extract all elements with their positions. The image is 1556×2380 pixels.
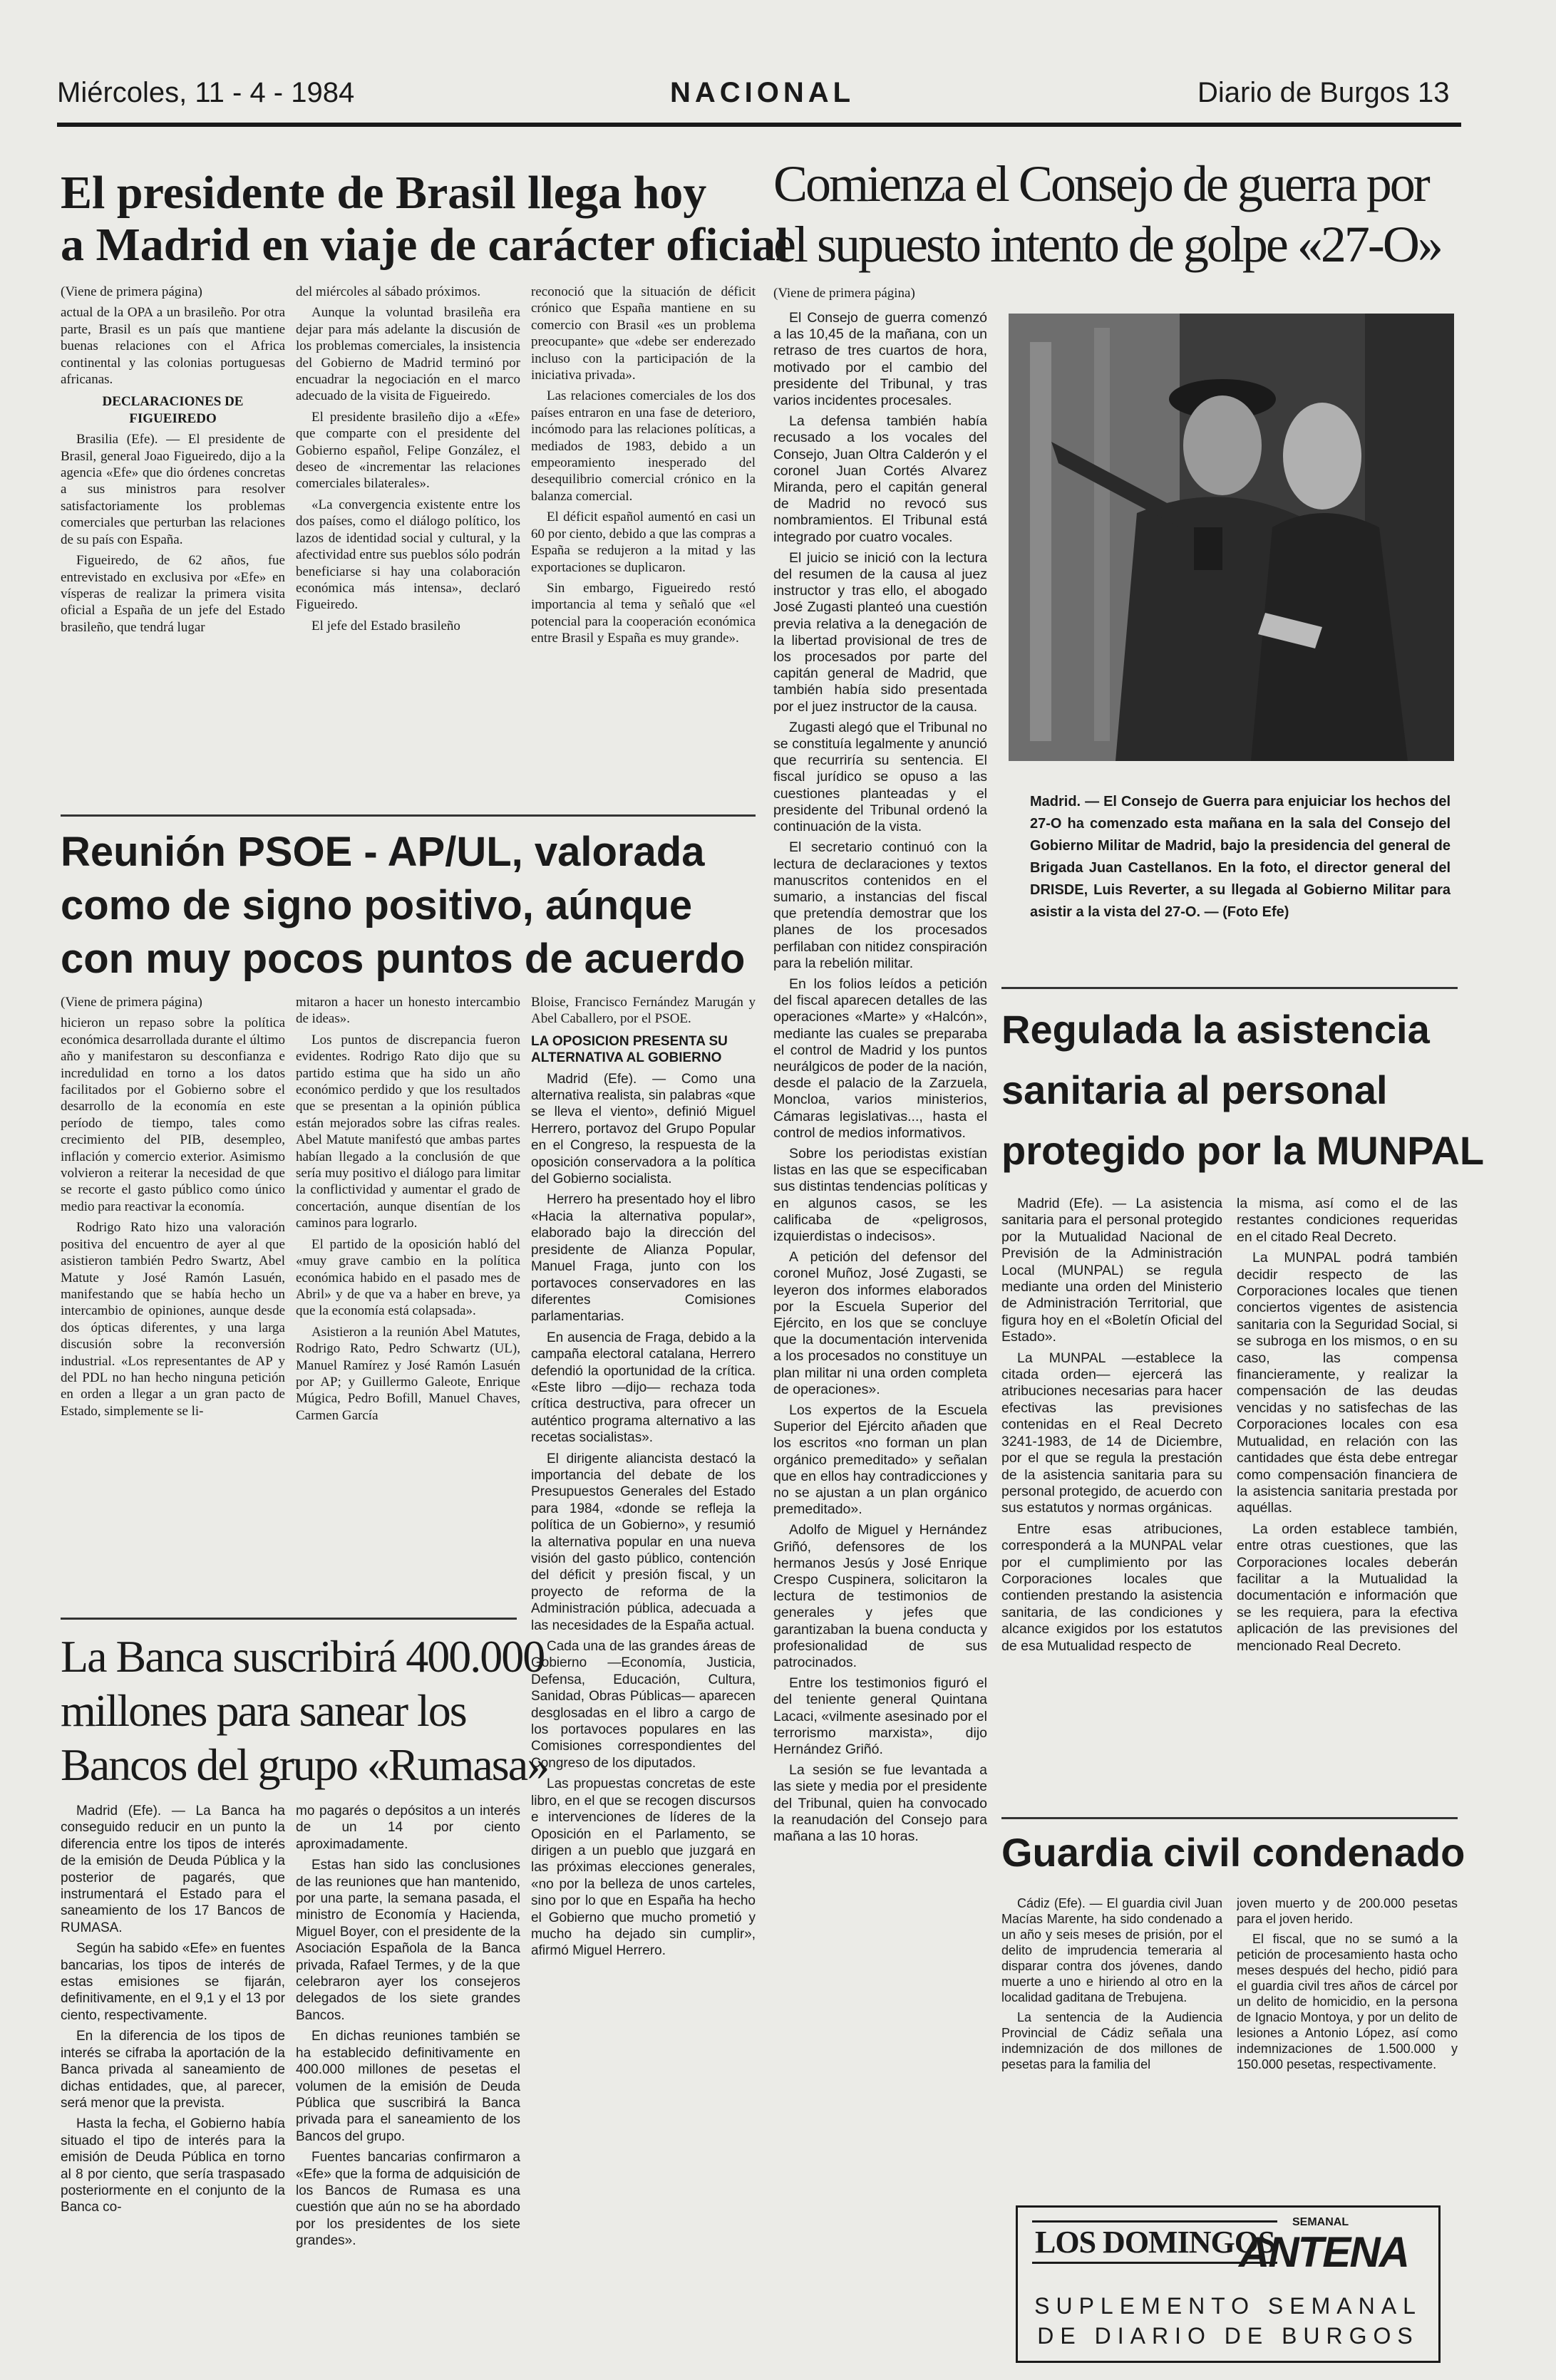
psoe-col-3 — [531, 994, 756, 2369]
psoe-headline-2: como de signo positivo, aúnque — [61, 882, 693, 928]
news-photo — [1009, 314, 1454, 761]
consejo-paragraph: A petición del defensor del coronel Muñoz, José Zugasti, se leyeron dos informes elaborados por la Escuela Superior del Ejército, en los que se concluye que la documentación intervenida a los procesados no constituye un plan militar ni una orden completa de operaciones». — [773, 1249, 987, 1397]
banca-paragraph: En dichas reuniones también se ha establecido definitivamente en 400.000 millones de pesetas el volumen de la emisión de Deuda Pública que suscribirá la Banca privada para el saneamiento de los Bancos del grupo. — [296, 2029, 520, 2144]
section-title: NACIONAL — [670, 77, 855, 108]
guardia-paragraph: El fiscal, que no se sumó a la petición de procesamiento hasta ocho meses después del hecho, pidió para el guardia civil tres años de cárcel por un delito de homicidio, en la persona de Ignacio Montoya, y por un delito de lesiones a Antonio López, así como indemnizaciones de 1.500.000 y 150.000 pesetas, respectivamente. — [1237, 1932, 1458, 2071]
brasil-paragraph: Figueiredo, de 62 años, fue entrevistado en exclusiva por «Efe» en vísperas de realizar la primera visita oficial a España de un jefe del Estado brasileño, que tendrá lugar — [61, 553, 285, 635]
consejo-headline-1: Comienza el Consejo de guerra por — [773, 155, 1428, 212]
munpal-col-2 — [1237, 1196, 1458, 1766]
consejo-paragraph: Adolfo de Miguel y Hernández Griñó, defensores de los hermanos Jesús y José Enrique Crespo Cuspinera, solicitaron la lectura de testimonios de generales y jefes que garantizaban la buena conducta y profesionalidad de sus patrocinados. — [773, 1522, 987, 1671]
header-rule — [57, 123, 1461, 127]
psoe-paragraph: El partido de la oposición habló del «muy grave cambio en la política económica habido en el pasado mes de Abril» y de que va a haber en breve, ya que la economía está colapsada». — [296, 1236, 520, 1319]
psoe-paragraph: Los puntos de discrepancia fueron evidentes. Rodrigo Rato dijo que su partido estima que ha sido un año económico perdido y que los resultados que se presentan a la opinión pública están mejorados sobre las cifras reales. Abel Matute manifestó que ambas partes habían llegado a la conclusión de que sería muy positivo el diálogo para limitar la conflictividad y aumentar el grado de concertación, aunque disentían de los caminos para lograrlo. — [296, 1032, 520, 1231]
banca-paragraph: mo pagarés o depósitos a un interés de un 14 por ciento aproximadamente. — [296, 1804, 520, 1852]
brasil-headline-1: El presidente de Brasil llega hoy — [61, 167, 707, 219]
brasil-col-2 — [296, 284, 520, 807]
consejo-headline-2: el supuesto intento de golpe «27-O» — [773, 216, 1441, 273]
brasil-paragraph: «La convergencia existente entre los dos países, como el diálogo político, los lazos de identidad social y cultural, y la afectividad entre sus pueblos sólo podrán beneficiarse si hay una colaboración económica más intensa», declaró Figueiredo. — [296, 497, 520, 613]
banca-paragraph: Estas han sido las conclusiones de las reuniones que han mantenido, por una parte, la semana pasada, el ministro de Economía y Hacienda, Miguel Boyer, con el presidente de la Asociación Española de la Banca privada, Rafael Termes, y de la que celebraron ayer los consejeros delegados de los siete grandes Bancos. — [296, 1858, 520, 2023]
banca-paragraph: En la diferencia de los tipos de interés se cifraba la aportación de la Banca privada al saneamiento de dichas entidades, que, al parecer, será menor que la prevista. — [61, 2029, 285, 2111]
brasil-headline-2: a Madrid en viaje de carácter oficial — [61, 219, 789, 271]
brasil-paragraph: El presidente brasileño dijo a «Efe» que comparte con el presidente del Gobierno español, Felipe González, el deseo de «incrementar las relaciones comerciales bilaterales». — [296, 409, 520, 492]
page-date: Miércoles, 11 - 4 - 1984 — [57, 77, 355, 108]
psoe-lead: (Viene de primera página) — [61, 995, 202, 1010]
munpal-headline-1: Regulada la asistencia — [1001, 1007, 1430, 1052]
brasil-paragraph: Brasilia (Efe). — El presidente de Brasil, general Joao Figueiredo, dijo a la agencia «Efe» que dio órdenes concretas a sus ministros para resolver satisfactoriamente los problemas comerciales que perturban las relaciones de su país con España. — [61, 432, 285, 547]
brasil-subhead: DECLARACIONES DE FIGUEIREDO — [102, 394, 244, 426]
consejo-paragraph: Los expertos de la Escuela Superior del Ejército añaden que los escritos «no forman un plan orgánico premeditado» y señalan que en ellos hay contradicciones y no se ajustan a un plan orgánico premeditado». — [773, 1402, 987, 1518]
banca-paragraph: Fuentes bancarias confirmaron a «Efe» que la forma de adquisición de los Bancos de Rumasa es una cuestión que aún no se ha abordado por los presidentes de los siete grandes». — [296, 2150, 520, 2249]
guardia-col-1 — [1001, 1895, 1222, 2195]
psoe-headline-1: Reunión PSOE - AP/UL, valorada — [61, 829, 705, 875]
guardia-paragraph: La sentencia de la Audiencia Provincial de Cádiz señala una indemnización de dos millones de pesetas para la familia del — [1001, 2010, 1222, 2071]
banca-col-1 — [61, 1803, 285, 2369]
section-divider — [61, 814, 756, 817]
psoe-col-1 — [61, 994, 285, 1607]
consejo-lead — [773, 285, 987, 306]
consejo-paragraph: La defensa también había recusado a los vocales del Consejo, Juan Oltra Calderón y el coronel Juan Cortés Alvarez Miranda, pero el capitán general de Madrid no revocó sus nombramientos. El Tribunal está integrado por cuatro vocales. — [773, 413, 987, 545]
brasil-paragraph: El déficit español aumentó en casi un 60 por ciento, debido a que las compras a España se redujeron a la mitad y las exportaciones se duplicaron. — [531, 509, 756, 575]
psoe-headline-3: con muy pocos puntos de acuerdo — [61, 936, 746, 982]
paper-name: Diario de Burgos 13 — [1197, 77, 1450, 108]
consejo-paragraph: El juicio se inició con la lectura del resumen de la causa al juez instructor y tras ello, el abogado José Zugasti planteó una cuestión previa relativa a la denegación de la libertad provisional de tres de los procesados por parte del capitán general de Madrid, que también había sido presentada por el juez instructor de la causa. — [773, 549, 987, 715]
psoe-paragraph: En ausencia de Fraga, debido a la campaña electoral catalana, Herrero defendió la oportunidad de la crítica. «Este libro —dijo— rechaza toda crítica destructiva, para ofrecer un auténtico programa alternativo a las recetas socialistas». — [531, 1330, 756, 1446]
section-divider — [1001, 987, 1458, 989]
photo-caption: Madrid. — El Consejo de Guerra para enjuiciar los hechos del 27-O ha comenzado esta mañana en la sala del Consejo del Gobierno Militar de Madrid, bajo la presidencia del general de Brigada Juan Castellanos. En la foto, el director general del DRISDE, Luis Reverter, a su llegada al Gobierno Militar para asistir a la vista del 27-O. — (Foto Efe) — [1030, 794, 1451, 920]
brasil-paragraph: El jefe del Estado brasileño — [311, 618, 460, 633]
munpal-paragraph: La orden establece también, entre otras cuestiones, que las Corporaciones locales deberán facilitar a la Mutualidad la documentación e información que se les requiera, para la efectiva aplicación de las previsiones del mencionado Real Decreto. — [1237, 1521, 1458, 1654]
consejo-paragraph: Zugasti alegó que el Tribunal no se constituía legalmente y anunció que recurriría su sentencia. El fiscal jurídico se opuso a las cuestiones planteadas y el presidente del Tribunal ordenó la continuación de la vista. — [773, 719, 987, 835]
brasil-col-3 — [531, 284, 756, 807]
psoe-paragraph: Rodrigo Rato hizo una valoración positiva del encuentro de ayer al que asistieron también Pedro Swartz, Abel Matute y José Ramón Lasuén, manifestando que se había hecho un intercambio de opiniones, aunque desde dos ópticas diferentes, y una larga discusión sobre la reconversión industrial. «Los representantes de AP y del PDL no han hecho ninguna petición en orden a llegar a un gran pacto de Estado, simplemente se li- — [61, 1220, 285, 1419]
psoe-paragraph: mitaron a hacer un honesto intercambio de ideas». — [296, 995, 520, 1027]
banca-headline-3: Bancos del grupo «Rumasa» — [61, 1739, 549, 1790]
psoe-paragraph: hicieron un repaso sobre la política económica desarrollada durante el último año y manifestaron su desconfianza e incredulidad en torno a los datos facilitados por el Gobierno sobre el desarrollo de la economía en este período de tiempo, tales como crecimiento del PIB, desempleo, inflación y comercio exterior. Asimismo volvieron a reiterar la necesidad de que se recorte el gasto público como único medio para reactivar la economía. — [61, 1015, 285, 1214]
psoe-paragraph: El dirigente aliancista destacó la importancia del debate de los Presupuestos Generales del Estado para 1984, «donde se refleja la política de un Gobierno», y resumió la alternativa popular en una nueva visión del gasto público, contención del déficit y presión fiscal, y un proyecto de reforma de la Administración pública, adecuada a las necesidades de la España actual. — [531, 1451, 756, 1633]
consejo-col — [773, 310, 987, 2369]
munpal-paragraph: La MUNPAL —establece la citada orden— ejercerá las atribuciones necesarias para hacer efectivas las previsiones contenidas en el Real Decreto 3241-1983, de 14 de Diciembre, por el que se regula la prestación de la asistencia sanitaria para su personal protegido, de acuerdo con sus estatutos y normas orgánicas. — [1001, 1350, 1222, 1516]
banca-col-2 — [296, 1803, 520, 2369]
psoe-paragraph: Herrero ha presentado hoy el libro «Hacia la alternativa popular», elaborado bajo la dirección del presidente de Alianza Popular, Manuel Fraga, junto con los portavoces conservadores en las diferentes Comisiones parlamentarias. — [531, 1192, 756, 1325]
brasil-lead: (Viene de primera página) — [61, 284, 202, 299]
banca-paragraph: Madrid (Efe). — La Banca ha conseguido reducir en un punto la diferencia entre los tipos de interés de la emisión de Deuda Pública y la posterior de pagarés, que instrumentará el Estado para el saneamiento de los 17 Bancos de RUMASA. — [61, 1804, 285, 1935]
brasil-paragraph: reconoció que la situación de déficit crónico que España mantiene en su comercio con Brasil «es un problema preocupante» que «debe ser enderezado incluso con la participación de la iniciativa privada». — [531, 284, 756, 383]
banca-paragraph: Según ha sabido «Efe» en fuentes bancarias, los tipos de interés de estas emisiones se fijarán, definitivamente, en el 9,1 y el 13 por ciento, respectivamente. — [61, 1941, 285, 2023]
psoe-col-2 — [296, 994, 520, 1607]
psoe-subhead: LA OPOSICION PRESENTA SU ALTERNATIVA AL GOBIERNO — [531, 1033, 728, 1066]
section-divider — [1001, 1817, 1458, 1819]
ad-line-1: SUPLEMENTO SEMANAL — [1034, 2293, 1422, 2319]
munpal-paragraph: Madrid (Efe). — La asistencia sanitaria para el personal protegido por la Mutualidad Nacional de Previsión de la Administración Local (MUNPAL) se regula mediante una orden del Ministerio de Administración Territorial, que figura hoy en el «Boletín Oficial del Estado». — [1001, 1196, 1222, 1345]
consejo-paragraph: Entre los testimonios figuró el del teniente general Quintana Lacaci, «vilmente asesinado por el terrorismo marxista», dijo Hernández Griñó. — [773, 1675, 987, 1758]
supplement-ad — [1016, 2205, 1441, 2363]
munpal-headline-2: sanitaria al personal — [1001, 1067, 1388, 1112]
guardia-headline: Guardia civil condenado — [1001, 1830, 1465, 1875]
consejo-paragraph: En los folios leídos a petición del fiscal aparecen detalles de las operaciones «Marte» y «Halcón», mediante las cuales se preparaba el control de Madrid y los puntos neurálgicos de poder de la nación, desde el palacio de la Zarzuela, Moncloa, varios ministerios, Cámaras legislativas..., hasta el control de medios informativos. — [773, 976, 987, 1141]
psoe-paragraph: Las propuestas concretas de este libro, en el que se recogen discursos e intervenciones de líderes de la Oposición en el Parlamento, se dirigen a un pueblo que juzgará en las próximas elecciones generales, «no por la belleza de unos carteles, sino por lo que en España ha hecho el Gobierno que mucho prometió y mucho ha dejado sin cumplir», afirmó Miguel Herrero. — [531, 1776, 756, 1959]
brasil-paragraph: Aunque la voluntad brasileña era dejar para más adelante la discusión de los problemas comerciales, la insistencia del Gobierno de Madrid terminó por encuadrar la negociación en el marco adecuado de la visita de Figueiredo. — [296, 305, 520, 404]
psoe-paragraph: Madrid (Efe). — Como una alternativa realista, sin palabras «que se lleva el viento», definió Miguel Herrero, portavoz del Grupo Popular en el Congreso, la respuesta de la oposición conservadora a la política del Gobierno socialista. — [531, 1071, 756, 1187]
photo-scene — [1009, 314, 1454, 761]
guardia-col-2 — [1237, 1895, 1458, 2195]
psoe-paragraph: Cada una de las grandes áreas de Gobierno —Economía, Justicia, Defensa, Educación, Cultura, Sanidad, Obras Públicas— aparecen desglosadas en el libro a cargo de los portavoces populares en las Comisiones correspondientes del Congreso de los diputados. — [531, 1639, 756, 1771]
munpal-paragraph: Entre esas atribuciones, corresponderá a la MUNPAL velar por el cumplimiento por las Corporaciones locales que contienden prestando la asistencia sanitaria, de las condiciones y alcance exigidos por los estatutos de esa Mutualidad respecto de — [1001, 1521, 1222, 1654]
brasil-paragraph: Las relaciones comerciales de los dos países entraron en una fase de deterioro, incómodo para las relaciones políticas, a mediados de 1983, debido a un empeoramiento inesperado del desequilibrio comercial crónico en la balanza comercial. — [531, 388, 756, 504]
consejo-paragraph: El secretario continuó con la lectura de declaraciones y textos manuscritos contenidos en el sumario, a instancias del fiscal que pretendía demostrar que los planes de los procesados perfilaban con nitidez conspiración para la rebelión militar. — [773, 839, 987, 971]
guardia-paragraph: joven muerto y de 200.000 pesetas para el joven herido. — [1237, 1896, 1458, 1926]
consejo-lead-text: (Viene de primera página) — [773, 286, 915, 301]
brasil-paragraph: actual de la OPA a un brasileño. Por otra parte, Brasil es un país que mantiene buenas relaciones con el Africa continental y las colonias portuguesas africanas. — [61, 305, 285, 388]
brasil-paragraph: del miércoles al sábado próximos. — [296, 284, 481, 299]
munpal-paragraph: la misma, así como el de las restantes condiciones requeridas en el citado Real Decreto. — [1237, 1196, 1458, 1245]
consejo-paragraph: La sesión se fue levantada a las siete y media por el presidente del Tribunal, quien ha convocado la reanudación del Consejo para mañana a las 10 horas. — [773, 1762, 987, 1845]
consejo-paragraph: Sobre los periodistas existían listas en las que se especificaban sus distintas tendencias políticas y en algunos casos, se les calificaba de «peligrosos, izquierdistas o indecisos». — [773, 1145, 987, 1244]
munpal-col-1 — [1001, 1196, 1222, 1766]
psoe-paragraph: Asistieron a la reunión Abel Matutes, Rodrigo Rato, Pedro Schwartz (UL), Manuel Ramírez y José Ramón Lasuén por AP; y Guillermo Galeote, Enrique Múgica, Pedro Bofill, Manuel Chaves, Carmen García — [296, 1324, 520, 1423]
guardia-paragraph: Cádiz (Efe). — El guardia civil Juan Macías Marente, ha sido condenado a un año y seis meses de prisión, por el delito de imprudencia temeraria al disparar contra dos jóvenes, dando muerte a uno e hiriendo al otro en la localidad gaditana de Trebujena. — [1001, 1896, 1222, 2004]
psoe-paragraph: Bloise, Francisco Fernández Marugán y Abel Caballero, por el PSOE. — [531, 995, 756, 1027]
munpal-headline-3: protegido por la MUNPAL — [1001, 1128, 1485, 1173]
consejo-paragraph: El Consejo de guerra comenzó a las 10,45 de la mañana, con un retraso de tres cuartos de hora, motivado por el cambio del presidente del Tribunal, y tras varios incidentes procesales. — [773, 310, 987, 409]
ad-left-logo: LOS DOMINGOS — [1032, 2220, 1277, 2264]
ad-right-logo: ANTENA — [1239, 2228, 1408, 2276]
banca-headline-2: millones para sanear los — [61, 1685, 466, 1736]
munpal-paragraph: La MUNPAL podrá también decidir respecto de las Corporaciones locales que tienen conciertos vigentes de asistencia sanitaria con la Seguridad Social, si se subroga en los mismos, o en su caso, las compensa financieramente, y realizar la compensación de las deudas vencidas y no satisfechas de las Corporaciones locales con esa Mutualidad, en relación con las cantidades que ésta debe entregar como compensación financiera de la asistencia sanitaria prestada por aquéllas. — [1237, 1250, 1458, 1516]
ad-line-2: DE DIARIO DE BURGOS — [1037, 2323, 1419, 2349]
banca-paragraph: Hasta la fecha, el Gobierno había situado el tipo de interés para la emisión de Deuda Pública en torno al 8 por ciento, que sería traspasado posteriormente en el conjunto de la Banca co- — [61, 2116, 285, 2215]
section-divider — [61, 1618, 517, 1620]
brasil-col-1 — [61, 284, 285, 807]
brasil-paragraph: Sin embargo, Figueiredo restó importancia al tema y señaló que «el potencial para la cooperación económica entre Brasil y España es muy grande». — [531, 580, 756, 646]
banca-headline-1: La Banca suscribirá 400.000 — [61, 1631, 545, 1682]
ad-right-top: SEMANAL — [1292, 2216, 1349, 2228]
